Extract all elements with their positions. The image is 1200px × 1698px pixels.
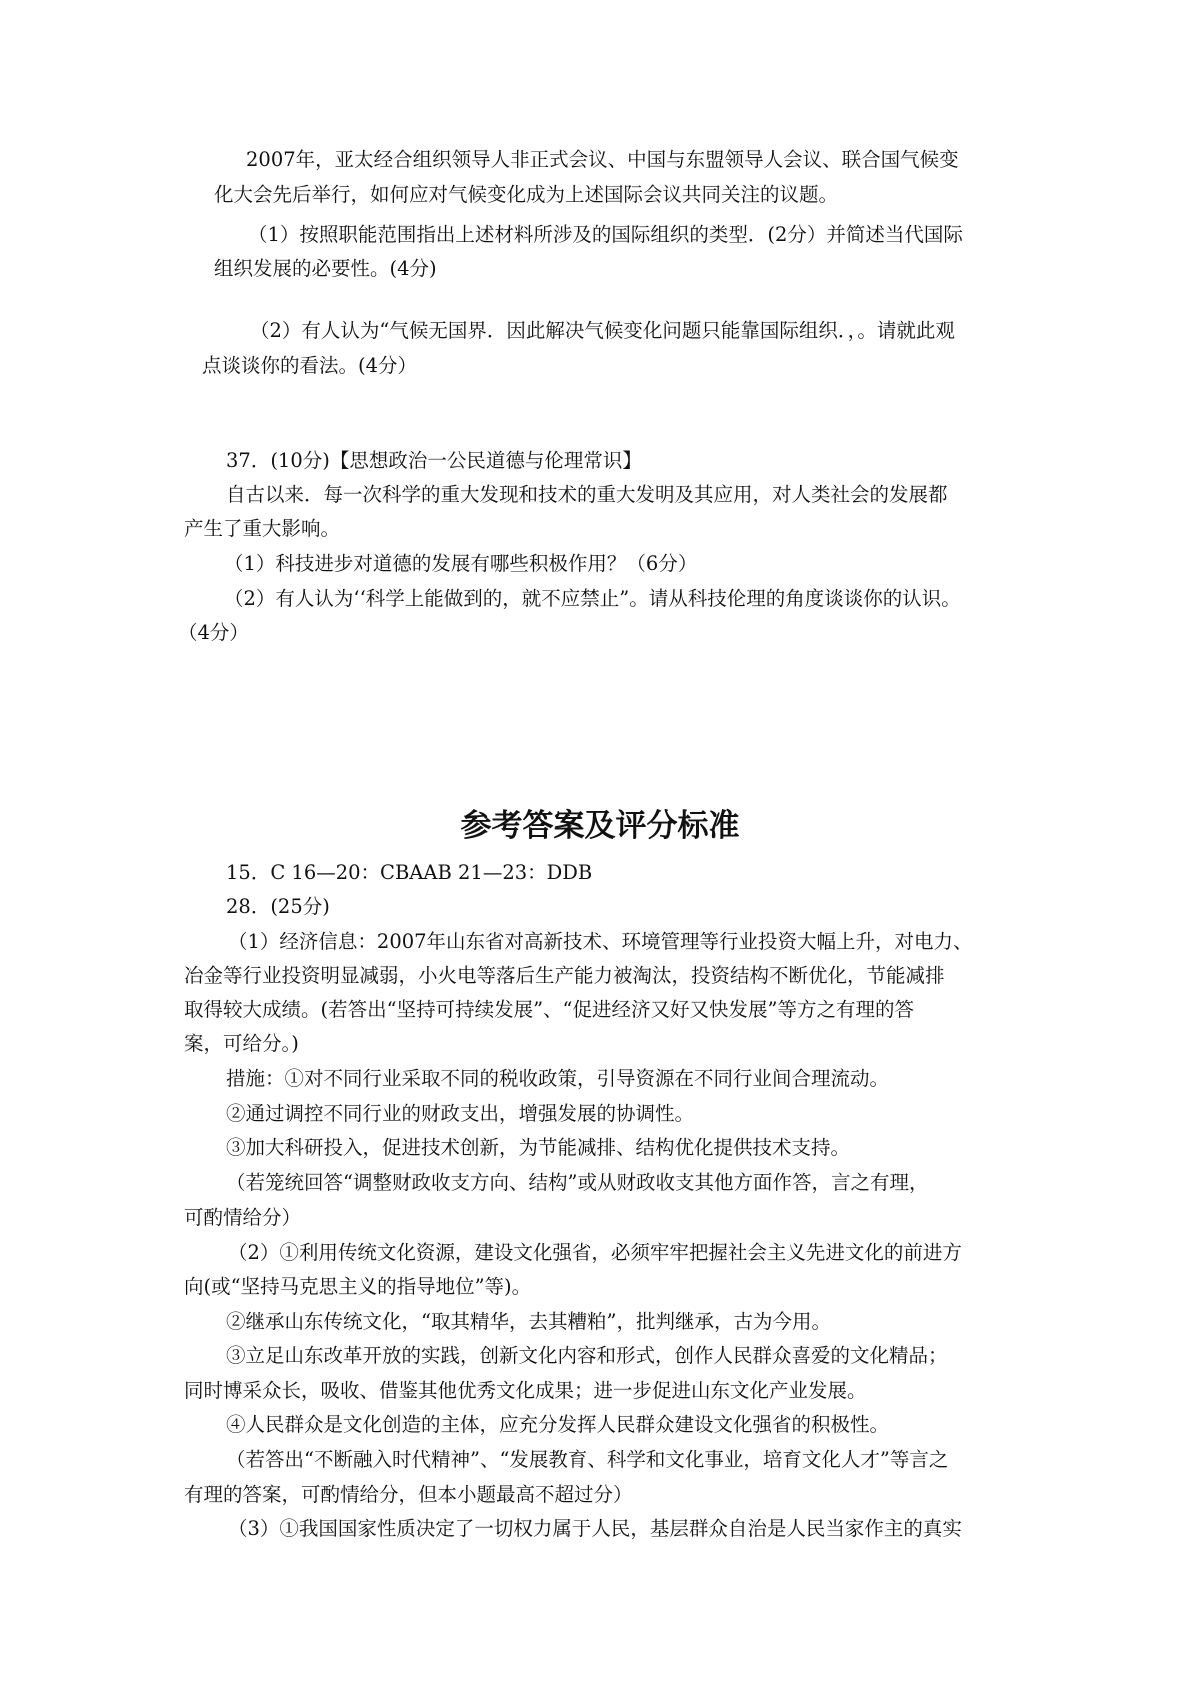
q36-sub2-line-1: （2）有人认为“气候无国界．因此解决气候变化问题只能靠国际组织．，。请就此观 [250,319,955,342]
answer-line: ④人民群众是文化创造的主体，应充分发挥人民群众建设文化强省的积极性。 [226,1413,890,1436]
answer-line: ②通过调控不同行业的财政支出，增强发展的协调性。 [226,1102,695,1125]
q36-sub1-line-2: 组织发展的必要性。(4分) [214,257,437,280]
answers-title: 参考答案及评分标准 [460,808,740,844]
q36-material-line-1: 2007年，亚太经合组织领导人非正式会议、中国与东盟领导人会议、联合国气候变 [246,148,959,171]
answer-line: ③加大科研投入，促进技术创新，为节能减排、结构优化提供技术支持。 [226,1136,851,1159]
answers-choice-line: 15．C 16—20：CBAAB 21—23：DDB [226,861,593,884]
answer-line: 措施：①对不同行业采取不同的税收政策，引导资源在不同行业间合理流动。 [226,1067,890,1090]
answer-line: ②继承山东传统文化，“取其精华，去其糟粕”，批判继承，古为今用。 [226,1310,831,1333]
q36-sub1-line-1: （1）按照职能范围指出上述材料所涉及的国际组织的类型．(2分）并简述当代国际 [248,223,963,246]
answer-line: 向(或“坚持马克思主义的指导地位”等)。 [184,1275,532,1298]
answer-line: （3）①我国国家性质决定了一切权力属于人民，基层群众自治是人民当家作主的真实 [228,1517,962,1540]
answer-line: 取得较大成绩。(若答出“坚持可持续发展”、“促进经济又好又快发展”等方之有理的答 [184,998,914,1021]
answer-line: 可酌情给分） [184,1206,302,1229]
q37-sub2-line-2: （4分） [178,621,249,644]
q37-sub2-line-1: （2）有人认为‘‘科学上能做到的，就不应禁止”。请从科技伦理的角度谈谈你的认识。 [224,587,961,610]
answer-line: （1）经济信息：2007年山东省对高新技术、环境管理等行业投资大幅上升，对电力、 [228,930,973,953]
answer-line: （2）①利用传统文化资源，建设文化强省，必须牢牢把握社会主义先进文化的前进方 [228,1241,962,1264]
q36-sub2-line-2: 点谈谈你的看法。(4分） [202,354,418,377]
q37-heading: 37．(10分)【思想政治一公民道德与伦理常识】 [226,449,642,472]
answer-line: ③立足山东改革开放的实践，创新文化内容和形式，创作人民群众喜爱的文化精品； [226,1344,948,1367]
q36-material-line-2: 化大会先后举行，如何应对气候变化成为上述国际会议共同关注的议题。 [214,183,839,206]
answer-line: 冶金等行业投资明显减弱，小火电等落后生产能力被淘汰，投资结构不断优化，节能减排 [184,964,945,987]
q37-sub1: （1）科技进步对道德的发展有哪些积极作用？（6分） [224,552,698,575]
answer-line: 有理的答案，可酌情给分，但本小题最高不超过分） [184,1483,633,1506]
q37-material-line-2: 产生了重大影响。 [184,517,341,540]
answer-line: （若笼统回答“调整财政收支方向、结构”或从财政收支其他方面作答，言之有理， [226,1171,929,1194]
answers-q28-heading: 28．(25分) [226,895,330,918]
q37-material-line-1: 自古以来．每一次科学的重大发现和技术的重大发明及其应用，对人类社会的发展都 [226,483,948,506]
answer-line: 案，可给分。) [184,1032,299,1055]
answer-line: （若答出“不断融入时代精神”、“发展教育、科学和文化事业，培育文化人才”等言之 [226,1448,949,1471]
answer-line: 同时博采众长，吸收、借鉴其他优秀文化成果；进一步促进山东文化产业发展。 [184,1379,867,1402]
